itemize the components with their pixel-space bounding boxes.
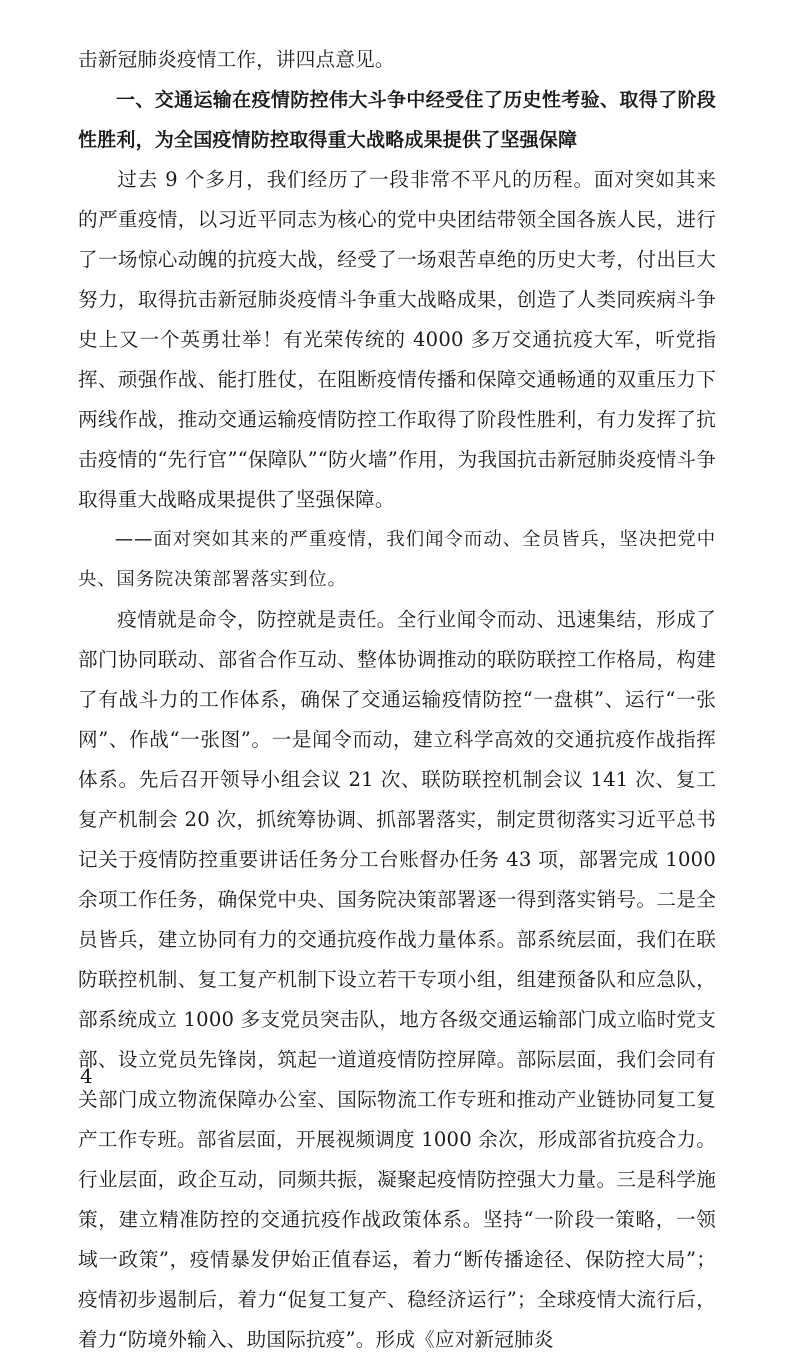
body-text xyxy=(78,40,716,1360)
body-paragraph: 过去 9 个多月，我们经历了一段非常不平凡的历程。面对突如其来的严重疫情，以习近平同志为核心的党中央团结带领全国各族人民，进行了一场惊心动魄的抗疫大战，经受了一场艰苦卓绝的历史大考，付出巨大努力，取得抗击新冠肺炎疫情斗争重大战略成果，创造了人类同疾病斗争史上又一个英勇壮举！有光荣传统的 4000 多万交通抗疫大军，听党指挥、顽强作战、能打胜仗，在阻断疫情传播和保障交通畅通的双重压力下两线作战，推动交通运输疫情防控工作取得了阶段性胜利，有力发挥了抗击疫情的“先行官”“保障队”“防火墙”作用，为我国抗击新冠肺炎疫情斗争取得重大战略成果提供了坚强保障。 xyxy=(78,168,716,511)
body-paragraph: 疫情就是命令，防控就是责任。全行业闻令而动、迅速集结，形成了部门协同联动、部省合作互动、整体协调推动的联防联控工作格局，构建了有战斗力的工作体系，确保了交通运输疫情防控“一盘棋”、运行“一张网”、作战“一张图”。一是闻令而动，建立科学高效的交通抗疫作战指挥体系。先后召开领导小组会议 21 次、联防联控机制会议 141 次、复工复产机制会 20 次，抓统筹协调、抓部署落实，制定贯彻落实习近平总书记关于疫情防控重要讲话任务分工台账督办任务 43 项，部署完成 1000 余项工作任务，确保党中央、国务院决策部署逐一得到落实销号。二是全员皆兵，建立协同有力的交通抗疫作战力量体系。部系统层面，我们在联防联控机制、复工复产机制下设立若干专项小组，组建预备队和应急队，部系统成立 1000 多支党员突击队，地方各级交通运输部门成立临时党支部、设立党员先锋岗，筑起一道道疫情防控屏障。部际层面，我们会同有关部门成立物流保障办公室、国际物流工作专班和推动产业链协同复工复产工作专班。部省层面，开展视频调度 1000 余次，形成部省抗疫合力。行业层面，政企互动，同频共振，凝聚起疫情防控强大力量。三是科学施策，建立精准防控的交通抗疫作战政策体系。坚持“一阶段一策略，一领域一政策”，疫情暴发伊始正值春运，着力“断传播途径、保防控大局”；疫情初步遏制后，着力“促复工复产、稳经济运行”；全球疫情大流行后，着力“防境外输入、助国际抗疫”。形成《应对新冠肺炎 xyxy=(78,608,716,1351)
continuation-paragraph: 击新冠肺炎疫情工作，讲四点意见。 xyxy=(78,48,395,71)
page-number: 4 xyxy=(80,1064,93,1088)
subsection-heading: ——面对突如其来的严重疫情，我们闻令而动、全员皆兵，坚决把党中央、国务院决策部署落实到位。 xyxy=(78,529,716,590)
section-heading: 一、交通运输在疫情防控伟大斗争中经受住了历史性考验、取得了阶段性胜利，为全国疫情防控取得重大战略成果提供了坚强保障 xyxy=(78,89,716,151)
